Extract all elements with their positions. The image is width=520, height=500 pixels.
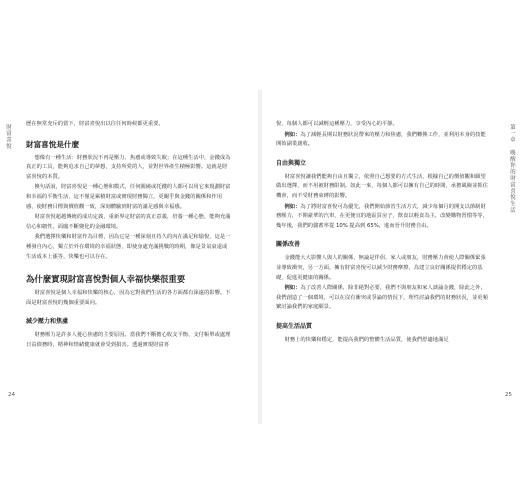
example-text: 為了將財富喜悅可為優先，我們開始節省生活方式，減少每個月的開支以節制財務壓力，不開豪華的汽車，在更便宜的地區買房子，飲食以輕食為主，改變購物習慣等等，幾年後，我們的儲蓄率從 10% 提高到 65%，進而晉升財務自由。 bbox=[276, 203, 488, 229]
example-lead: 例如： bbox=[284, 131, 301, 138]
left-page bbox=[0, 90, 258, 424]
left-intro-line: 歷在無常充斥的當下，財富喜悅出以往任何時候都更重要。 bbox=[26, 121, 164, 127]
left-running-head: 財富喜悅 bbox=[5, 124, 11, 150]
example-lead: 例如： bbox=[284, 285, 301, 292]
example-paragraph bbox=[276, 131, 490, 150]
right-page-content bbox=[276, 120, 490, 347]
example-text: 為了減輕長期以財務狀況帶來的壓力和焦慮，我們轉換工作，並利用本身的技能開始副業創收。 bbox=[276, 131, 486, 148]
example-paragraph bbox=[276, 203, 490, 232]
left-page-content bbox=[26, 120, 232, 352]
right-page bbox=[262, 90, 520, 424]
right-running-head: 第一章 喚醒你的財富喜悅生活 bbox=[509, 124, 515, 214]
subheading-reduce-stress: 減少壓力和焦慮 bbox=[26, 318, 69, 326]
example-lead: 例如： bbox=[284, 203, 301, 210]
section-heading-why-important: 為什麼實現財富喜悅對個人幸福快樂很重要 bbox=[26, 274, 186, 285]
paragraph: 想像有一種生活：財務狀況不再是壓力、焦慮或導致失眠；在這種生活中，金錢成為真正的工具，能夠追求自己的夢想，支持所愛的人，並對世界產生積極影響。這就是財富喜悅的本質。 bbox=[26, 154, 231, 180]
section-heading-what-is-wealth-joy: 財富喜悅是什麼 bbox=[26, 139, 80, 149]
paragraph: 財富喜悅是個人幸福和快樂的核心，因為它對我們生活的各方面都有深遠的影響。下面是財富喜悅的幾個重要面向。 bbox=[26, 290, 231, 306]
subheading-freedom-independence: 自由與獨立 bbox=[276, 159, 307, 167]
paragraph: 財務壓力是許多人憂心焦慮的主要原因。當我們不斷擔心收支平衡、支付帳單或處理日益債務時，精神和情緒健康就會受到損害。透過實現財富喜 bbox=[26, 332, 231, 348]
paragraph: 金錢能大大影響人與人的關係，無論是伴侶、家人或朋友，財務壓力會使人際關係緊張並導致衝突，另一方面，擁有財富喜悅可以減少財務摩擦，為建立良好關係提供穩定的基礎，促進更健康的關係。 bbox=[276, 255, 486, 281]
paragraph: 財富喜悅超越傳統的成功定義，重新界定財富的真正意義，培養一種心態，能夠充滿信心和韌性，面臨不斷變化的金融環境。 bbox=[26, 214, 231, 230]
subheading-quality-of-life: 提高生活品質 bbox=[276, 322, 313, 330]
right-intro-line: 悅，每個人都可以減輕這種壓力，享受內心的平靜。 bbox=[276, 121, 398, 127]
example-paragraph bbox=[276, 284, 490, 313]
subheading-relationships: 關係改善 bbox=[276, 241, 301, 249]
paragraph: 財務上的快樂和穩定，能提高我們的整體生活品質，使我們舒適地滿足 bbox=[284, 336, 449, 343]
paragraph: 財富喜悅讓我們能夠自由且獨立，依照自己想要的方式生活，根據自己的價值觀和願望做出選擇，而不用被財務限制。如此一來，每個人都可以擁有自己的時間，承擔風險並抓住機會，而不受財務束縛的影響。 bbox=[276, 173, 488, 199]
right-page-number: 25 bbox=[504, 392, 512, 398]
example-text: 為了改善人際關係，除非絕對必要，我們不與朋友和家人談論金錢，除此之外，我們創造了一個環境，可以在沒有衝突或爭論的情況下，理性討論我們的財務狀況，並更頻繁討論我們的家庭願景。 bbox=[276, 285, 488, 311]
paragraph: 我們選擇快樂和財富作為目標，因為它是一種深刻且持久的內在滿足和愉悅，這是一種發自內心，獨立於外在環境的幸福狀態，即使身處充滿挑戰的時期，像是景氣衰退或生活成本上漲等，快樂也可以存在。 bbox=[26, 234, 231, 260]
left-page-number: 24 bbox=[8, 392, 16, 398]
paragraph: 換句話說，財富喜悅是一種心態和模式，任何圍繞或托錢的人都可以用它來規劃財富和幸福的平衡生活，這不僅是累積財富或實現財務獨立，更關乎與金錢的關係和作用感，使財務目標與價值觀一致，深刻體驗到財富的滿足感與幸福感。 bbox=[26, 184, 231, 210]
